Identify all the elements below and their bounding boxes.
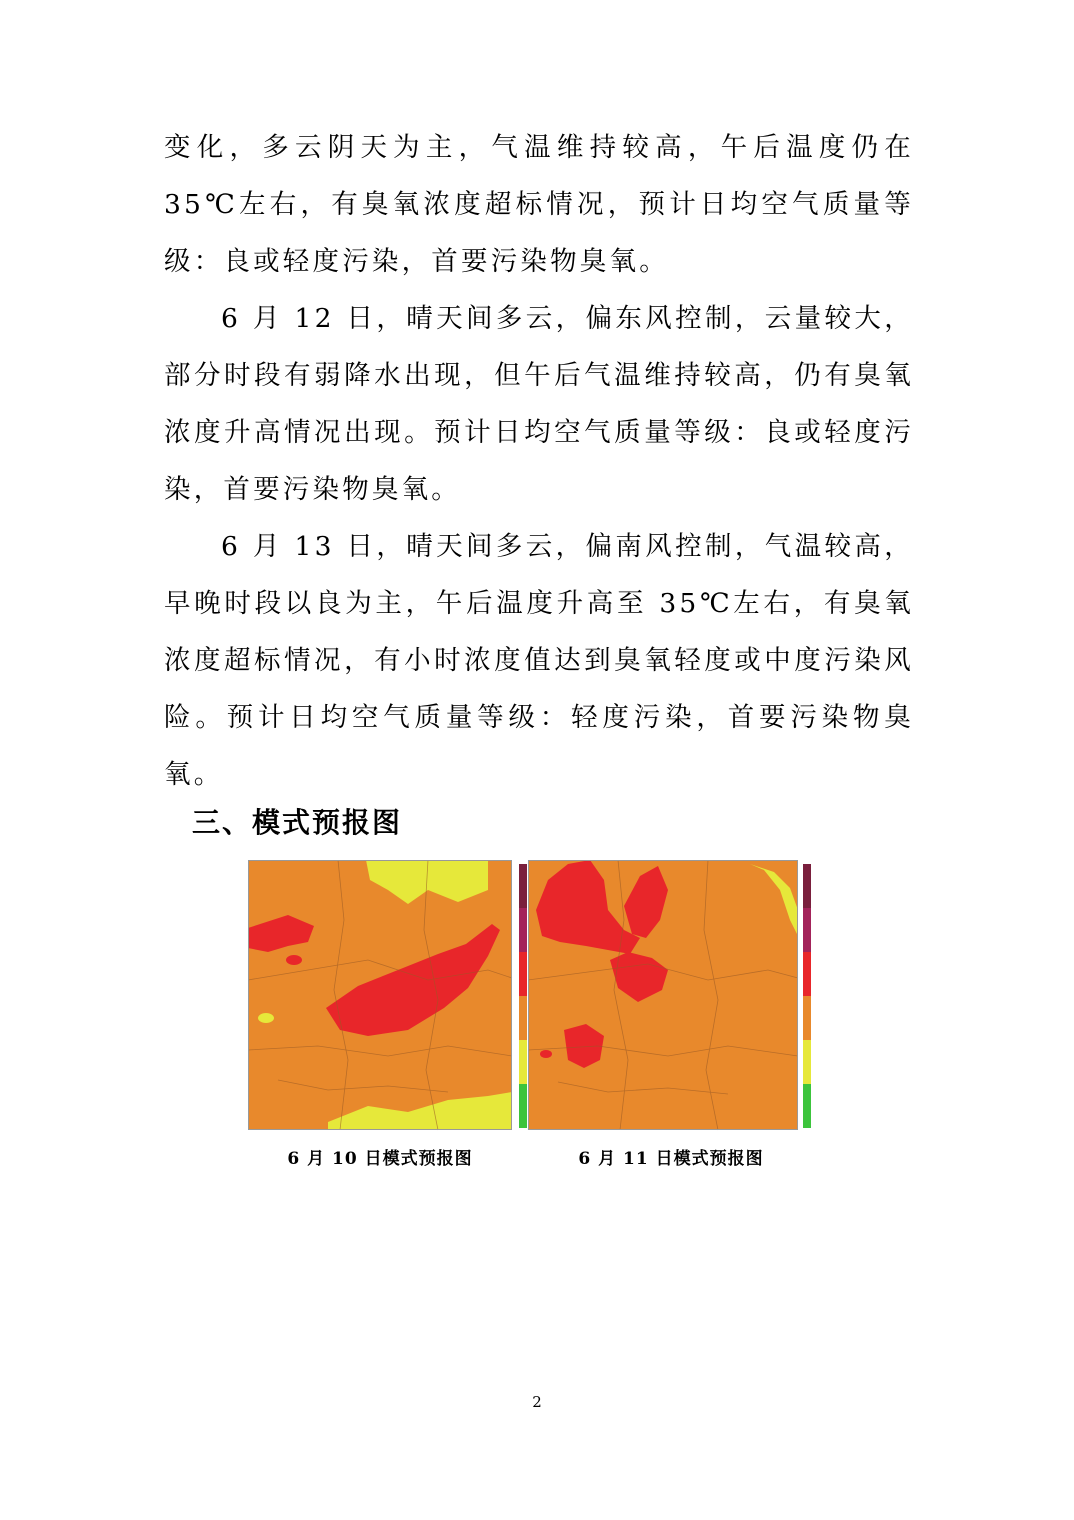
paragraph-june-13: 6 月 13 日，晴天间多云，偏南风控制，气温较高，早晚时段以良为主，午后温度升高至 35℃左右，有臭氧浓度超标情况，有小时浓度值达到臭氧轻度或中度污染风险。预计日均空气质量等级：轻度污染，首要污染物臭氧。 xyxy=(164,531,914,790)
red-zone-small xyxy=(286,955,302,965)
page-number: 2 xyxy=(532,1393,542,1411)
paragraph-continuation: 变化，多云阴天为主，气温维持较高，午后温度仍在 35℃左右，有臭氧浓度超标情况，预计日均空气质量等级：良或轻度污染，首要污染物臭氧。 xyxy=(164,132,914,277)
section-heading: 三、模式预报图 xyxy=(192,806,403,839)
forecast-map-june-11 xyxy=(528,860,818,1132)
caption-june-10: 6 月 10 日模式预报图 xyxy=(287,1149,473,1169)
yellow-zone-west xyxy=(258,1013,274,1023)
red-zone-small xyxy=(540,1050,552,1058)
legend-bar xyxy=(803,864,811,1128)
legend-bar xyxy=(519,864,527,1128)
paragraph-june-12: 6 月 12 日，晴天间多云，偏东风控制，云量较大，部分时段有弱降水出现，但午后气温维持较高，仍有臭氧浓度升高情况出现。预计日均空气质量等级：良或轻度污染，首要污染物臭氧。 xyxy=(164,303,914,505)
forecast-map-june-10 xyxy=(248,860,538,1132)
forecast-map-june-11-image xyxy=(528,860,818,1132)
forecast-map-june-10-image xyxy=(248,860,538,1132)
caption-june-11: 6 月 11 日模式预报图 xyxy=(578,1149,764,1169)
